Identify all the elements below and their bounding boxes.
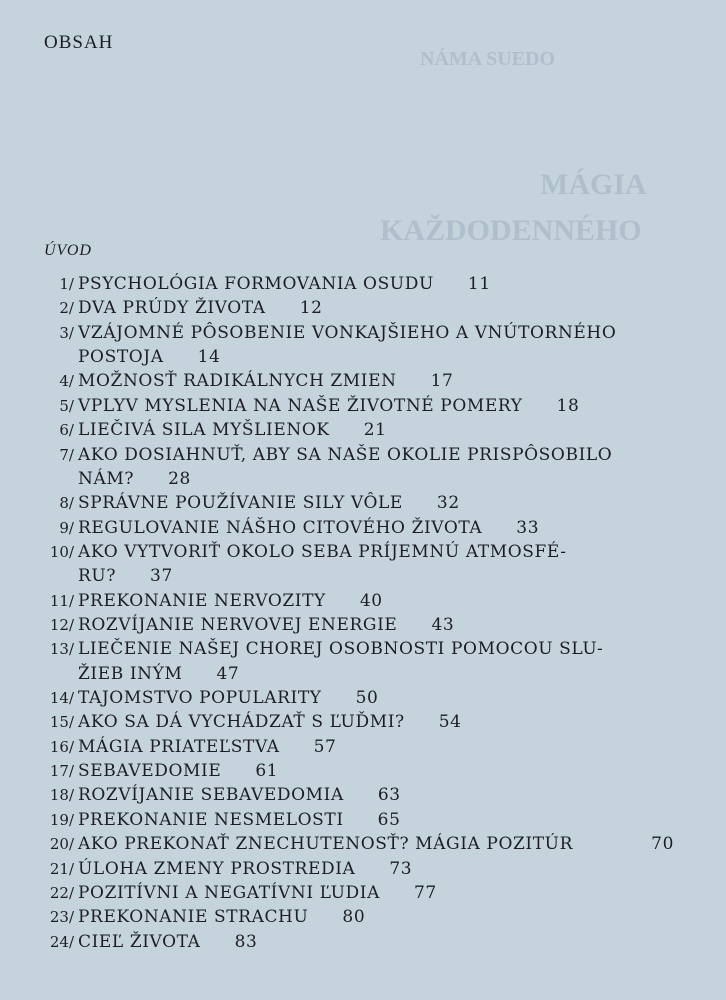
toc-entry-title-text: AKO PREKONAŤ ZNECHUTENOSŤ? MÁGIA POZITÚR <box>78 834 574 855</box>
toc-entry <box>0 759 726 783</box>
toc-entry-page: 18 <box>556 395 580 416</box>
toc-entry-title <box>78 783 674 807</box>
toc-entry-number: 10/ <box>49 542 74 561</box>
toc-entry-number: 15/ <box>49 713 74 732</box>
toc-entry-title <box>78 808 674 832</box>
toc-entry <box>0 272 726 296</box>
toc-entry-title-continuation <box>78 345 220 369</box>
toc-entry-title <box>78 710 674 734</box>
ghost-text-author: NÁMA SUEDO <box>420 48 556 70</box>
toc-entry-page: 21 <box>363 420 387 441</box>
toc-entry-number: 20/ <box>49 835 74 854</box>
toc-entry-title <box>78 516 674 540</box>
toc-entry-title-text: PSYCHOLÓGIA FORMOVANIA OSUDU <box>78 274 434 294</box>
toc-entry <box>0 637 726 686</box>
toc-entry <box>0 735 726 759</box>
toc-entry-number: 3/ <box>59 323 74 342</box>
toc-entry-page: 50 <box>355 687 379 708</box>
toc-entry-number: 1/ <box>59 275 74 293</box>
toc-entry-title-continuation <box>78 467 191 491</box>
toc-entry <box>0 881 726 905</box>
toc-entry-title-text: SPRÁVNE POUŽÍVANIE SILY VÔLE <box>78 493 403 514</box>
toc-entry-title-text: AKO DOSIAHNUŤ, ABY SA NAŠE OKOLIE PRISPÔSOBILO <box>78 444 613 465</box>
toc-entry-title <box>78 418 674 442</box>
page-title: OBSAH <box>44 32 114 53</box>
toc-entry <box>0 443 726 492</box>
toc-entry-continuation-text: RU? <box>78 566 117 587</box>
toc-entry-number: 6/ <box>59 421 74 440</box>
toc-entry-title-text: VPLYV MYSLENIA NA NAŠE ŽIVOTNÉ POMERY <box>78 395 523 416</box>
toc-entry-page: 63 <box>377 785 401 806</box>
toc-entry <box>0 540 726 589</box>
toc-entry-title <box>78 491 674 515</box>
toc-entry-title-text: POZITÍVNI A NEGATÍVNI ĽUDIA <box>78 883 380 904</box>
toc-entry-number: 12/ <box>49 615 74 634</box>
table-of-contents <box>0 272 726 954</box>
toc-entry <box>0 321 726 370</box>
toc-entry-title <box>78 272 674 296</box>
toc-entry-page: 11 <box>467 274 491 294</box>
toc-entry-title <box>78 443 674 467</box>
toc-entry-page: 83 <box>234 931 258 952</box>
toc-entry-number: 16/ <box>49 737 74 756</box>
toc-entry-page: 54 <box>438 712 462 733</box>
toc-entry-title-text: CIEĽ ŽIVOTA <box>78 931 201 952</box>
toc-entry <box>0 808 726 832</box>
toc-entry-number: 9/ <box>59 518 74 537</box>
toc-entry-page: 61 <box>255 761 279 782</box>
toc-entry-title <box>78 369 674 393</box>
toc-entry-title <box>78 686 674 710</box>
toc-entry-title-text: LIEČENIE NAŠEJ CHOREJ OSOBNOSTI POMOCOU SLU- <box>78 639 604 660</box>
toc-entry-title-text: REGULOVANIE NÁŠHO CITOVÉHO ŽIVOTA <box>78 517 483 538</box>
toc-entry-title-text: AKO SA DÁ VYCHÁDZAŤ S ĽUĎMI? <box>78 712 405 733</box>
toc-entry-title <box>78 613 674 637</box>
toc-entry-number: 21/ <box>49 859 74 878</box>
toc-entry-number: 19/ <box>49 810 74 829</box>
toc-entry-title-continuation <box>78 564 173 588</box>
toc-entry <box>0 930 726 954</box>
toc-entry-page: 12 <box>299 298 323 319</box>
toc-entry <box>0 516 726 540</box>
section-heading: ÚVOD <box>44 242 92 259</box>
toc-entry-title <box>78 321 674 345</box>
toc-entry <box>0 296 726 320</box>
toc-entry-page: 57 <box>313 736 337 757</box>
toc-entry-title-text: ROZVÍJANIE SEBAVEDOMIA <box>78 785 344 806</box>
toc-entry-title-text: TAJOMSTVO POPULARITY <box>78 687 322 708</box>
toc-entry <box>0 394 726 418</box>
toc-entry-title-text: ÚLOHA ZMENY PROSTREDIA <box>78 858 356 879</box>
toc-entry-title <box>78 905 674 929</box>
toc-entry-page: 14 <box>197 347 221 368</box>
toc-entry-title <box>78 857 674 881</box>
toc-entry-continuation-text: ŽIEB INÝM <box>78 663 183 684</box>
toc-entry-title-text: DVA PRÚDY ŽIVOTA <box>78 298 266 319</box>
ghost-text-title: MÁGIA <box>540 168 647 201</box>
toc-entry-number: 13/ <box>49 640 74 659</box>
toc-entry-number: 14/ <box>49 688 74 707</box>
toc-entry <box>0 686 726 710</box>
toc-entry-number: 18/ <box>49 786 74 805</box>
toc-entry-page: 43 <box>431 614 455 635</box>
toc-entry-number: 17/ <box>49 762 74 781</box>
toc-entry-title-text: VZÁJOMNÉ PÔSOBENIE VONKAJŠIEHO A VNÚTORNÉHO <box>78 322 617 343</box>
toc-entry <box>0 491 726 515</box>
toc-entry-title <box>78 296 674 320</box>
toc-entry-title-text: PREKONANIE NESMELOSTI <box>78 809 344 830</box>
toc-entry-title <box>78 394 674 418</box>
toc-entry <box>0 710 726 734</box>
toc-entry-title <box>78 881 674 905</box>
toc-entry-page: 47 <box>216 663 240 684</box>
toc-entry-title <box>78 735 674 759</box>
toc-entry-number: 11/ <box>49 591 74 610</box>
toc-entry-number: 8/ <box>59 494 74 513</box>
toc-entry-title-text: PREKONANIE NERVOZITY <box>78 590 326 611</box>
toc-entry-number: 23/ <box>49 908 74 927</box>
toc-entry-continuation-text: POSTOJA <box>78 347 164 368</box>
toc-entry-title-text: SEBAVEDOMIE <box>78 761 222 782</box>
toc-entry-number: 5/ <box>59 396 74 415</box>
toc-entry <box>0 369 726 393</box>
toc-entry-number: 7/ <box>59 445 74 464</box>
toc-entry-page: 65 <box>377 809 401 830</box>
toc-entry-title <box>78 540 674 564</box>
toc-entry-title <box>78 637 674 661</box>
toc-entry-page: 70 <box>651 834 674 855</box>
toc-entry-title <box>78 759 674 783</box>
toc-entry-title <box>78 589 674 613</box>
toc-entry <box>0 832 726 856</box>
toc-entry-number: 2/ <box>59 299 74 318</box>
toc-entry-page: 28 <box>168 468 191 489</box>
toc-entry-page: 73 <box>389 858 413 879</box>
toc-entry <box>0 783 726 807</box>
toc-entry-page: 37 <box>150 566 173 587</box>
toc-entry-title-text: PREKONANIE STRACHU <box>78 907 309 928</box>
toc-entry-title-text: MOŽNOSŤ RADIKÁLNYCH ZMIEN <box>78 371 397 392</box>
toc-entry-title-text: AKO VYTVORIŤ OKOLO SEBA PRÍJEMNÚ ATMOSFÉ- <box>78 541 567 562</box>
toc-entry-page: 33 <box>516 517 540 538</box>
toc-entry-title <box>78 832 674 856</box>
toc-entry <box>0 905 726 929</box>
toc-entry-continuation-text: NÁM? <box>78 468 135 489</box>
toc-entry-page: 77 <box>413 883 437 904</box>
toc-entry-number: 4/ <box>59 372 74 391</box>
toc-entry <box>0 857 726 881</box>
toc-entry-title-continuation <box>78 662 239 686</box>
toc-entry-page: 17 <box>430 371 454 392</box>
toc-entry-number: 22/ <box>49 884 74 903</box>
toc-entry-number: 24/ <box>49 932 74 951</box>
ghost-text-subtitle: KAŽDODENNÉHO <box>380 214 642 247</box>
toc-entry-title-text: ROZVÍJANIE NERVOVEJ ENERGIE <box>78 614 398 635</box>
toc-entry <box>0 613 726 637</box>
toc-entry <box>0 418 726 442</box>
toc-entry-page: 32 <box>436 493 460 514</box>
toc-entry-title <box>78 930 674 954</box>
toc-entry-page: 80 <box>342 907 366 928</box>
toc-entry-title-text: LIEČIVÁ SILA MYŠLIENOK <box>78 420 330 441</box>
toc-entry-page: 40 <box>359 590 383 611</box>
toc-entry <box>0 589 726 613</box>
toc-entry-title-text: MÁGIA PRIATEĽSTVA <box>78 736 280 757</box>
